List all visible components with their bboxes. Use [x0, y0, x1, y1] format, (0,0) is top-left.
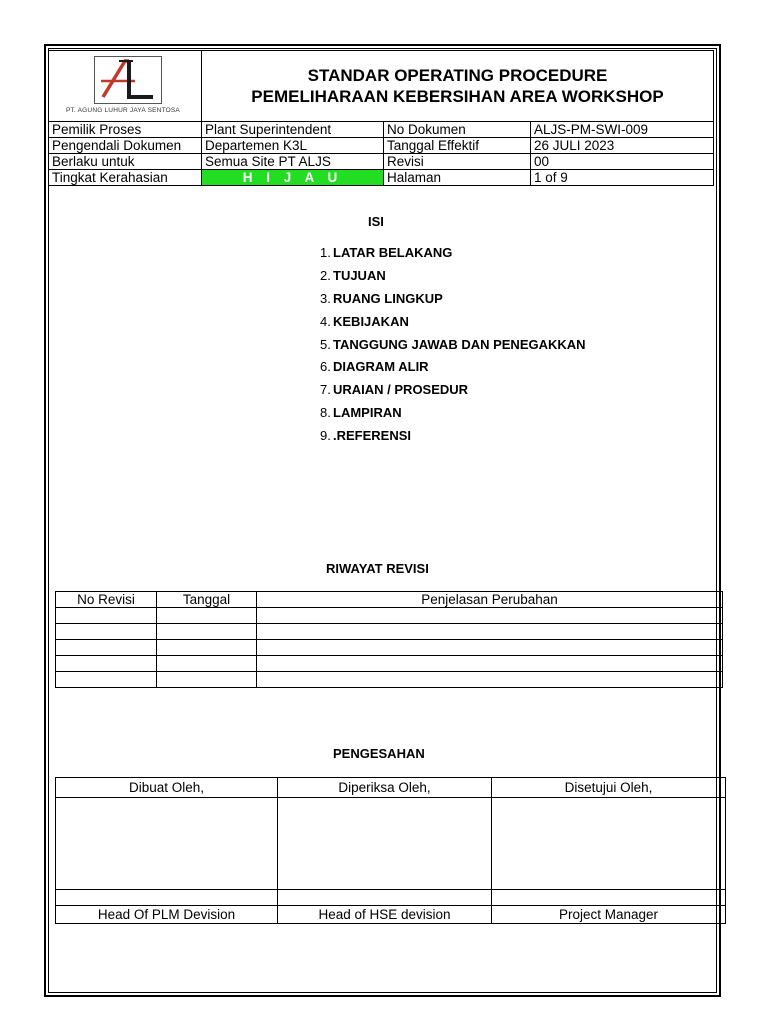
header-value: Departemen K3L: [202, 138, 384, 154]
toc-number: 8.: [320, 405, 331, 421]
toc-label: TUJUAN: [333, 267, 386, 283]
al-logo-icon: [95, 57, 161, 103]
header-value: Plant Superintendent: [202, 122, 384, 138]
header-label: Revisi: [384, 154, 531, 170]
toc-label: TANGGUNG JAWAB DAN PENEGAKKAN: [333, 336, 586, 352]
toc-label: LAMPIRAN: [333, 405, 402, 421]
header-label: Pengendali Dokumen: [49, 138, 202, 154]
column-header: Diperiksa Oleh,: [278, 778, 492, 798]
header-value: 26 JULI 2023: [531, 138, 714, 154]
header-value: 1 of 9: [531, 170, 714, 186]
toc-number: 7.: [320, 382, 331, 398]
header-label: Tingkat Kerahasian: [49, 170, 202, 186]
header-row: [49, 138, 714, 154]
toc-item: [320, 291, 586, 314]
approval-title: PENGESAHAN: [333, 746, 425, 761]
toc-number: 6.: [320, 359, 331, 375]
toc-number: 2.: [320, 267, 331, 283]
column-header: Tanggal: [157, 592, 257, 608]
toc-number: 9.: [320, 428, 331, 444]
toc-item: [320, 337, 586, 360]
header-row: [49, 122, 714, 138]
header-row: [49, 154, 714, 170]
toc-label: KEBIJAKAN: [333, 313, 409, 329]
header-label: Pemilik Proses: [49, 122, 202, 138]
signature-spacer-row: [56, 890, 726, 906]
signer-role: Project Manager: [492, 906, 726, 924]
table-row: [56, 656, 723, 672]
toc-label: RUANG LINGKUP: [333, 290, 443, 306]
toc-item: [320, 268, 586, 291]
signer-role: Head Of PLM Devision: [56, 906, 278, 924]
table-row: [56, 624, 723, 640]
toc-item: [320, 428, 586, 451]
signature-area-row: [56, 798, 726, 890]
header-value: 00: [531, 154, 714, 170]
role-row: [56, 906, 726, 924]
column-header: Penjelasan Perubahan: [257, 592, 723, 608]
toc-item: [320, 314, 586, 337]
column-header: No Revisi: [56, 592, 157, 608]
header-label: Berlaku untuk: [49, 154, 202, 170]
header-row: [49, 170, 714, 186]
classification-badge: H I J A U: [202, 170, 384, 186]
toc-label: .REFERENSI: [333, 428, 412, 444]
signer-role: Head of HSE devision: [278, 906, 492, 924]
company-logo: [94, 56, 162, 104]
toc-title: ISI: [368, 214, 384, 229]
table-of-contents: [320, 245, 586, 451]
toc-item: [320, 359, 586, 382]
table-row: [56, 608, 723, 624]
toc-label: LATAR BELAKANG: [333, 245, 453, 260]
title-line-2: PEMELIHARAAN KEBERSIHAN AREA WORKSHOP: [251, 87, 664, 106]
header-label: Halaman: [384, 170, 531, 186]
signature-box: [278, 798, 492, 890]
revision-history-table: [55, 591, 723, 688]
signature-box: [492, 798, 726, 890]
toc-number: 1.: [320, 245, 331, 260]
header-label: Tanggal Effektif: [384, 138, 531, 154]
company-name: PT. AGUNG LUHUR JAYA SENTOSA: [66, 107, 180, 114]
document-title: [202, 51, 714, 122]
toc-item: [320, 245, 586, 268]
toc-number: 4.: [320, 313, 331, 329]
table-row: [56, 672, 723, 688]
table-header-row: [56, 592, 723, 608]
table-header-row: [56, 778, 726, 798]
toc-label: DIAGRAM ALIR: [333, 359, 429, 375]
header-value: ALJS-PM-SWI-009: [531, 122, 714, 138]
signature-box: [56, 798, 278, 890]
toc-item: [320, 382, 586, 405]
toc-item: [320, 405, 586, 428]
header-value: Semua Site PT ALJS: [202, 154, 384, 170]
title-line-1: STANDAR OPERATING PROCEDURE: [307, 66, 608, 85]
header-label: No Dokumen: [384, 122, 531, 138]
column-header: Disetujui Oleh,: [492, 778, 726, 798]
toc-label: URAIAN / PROSEDUR: [333, 382, 469, 398]
approval-table: [55, 777, 726, 924]
toc-number: 3.: [320, 290, 331, 306]
toc-number: 5.: [320, 336, 331, 352]
column-header: Dibuat Oleh,: [56, 778, 278, 798]
revision-history-title: RIWAYAT REVISI: [326, 561, 429, 576]
table-row: [56, 640, 723, 656]
